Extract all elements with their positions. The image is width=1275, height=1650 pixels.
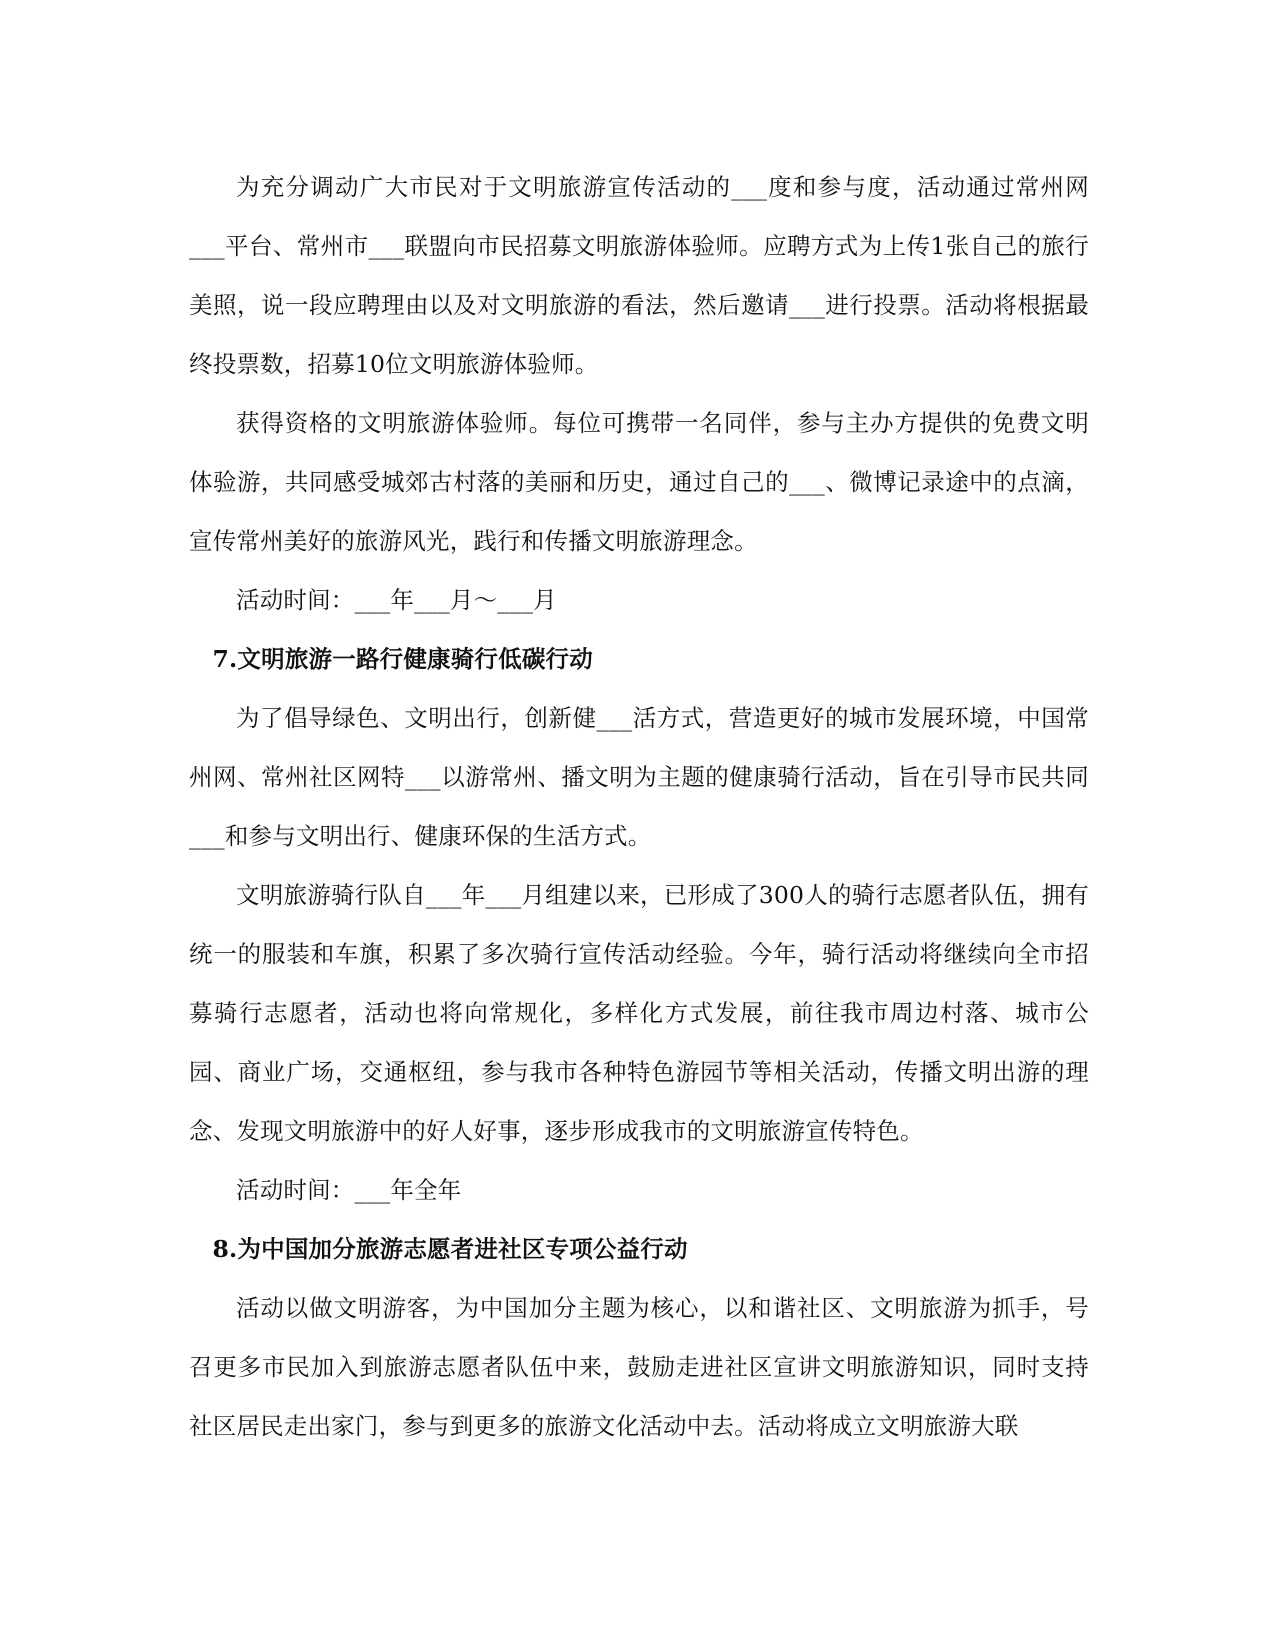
section-heading-8: 8.为中国加分旅游志愿者进社区专项公益行动 — [212, 1235, 688, 1263]
paragraph-cycling-team: 文明旅游骑行队自___年___月组建以来，已形成了300人的骑行志愿者队伍，拥有统一的服装和车旗，积累了多次骑行宣传活动经验。今年，骑行活动将继续向全市招募骑行志愿者，活动也将向常规化，多样化方式发展，前往我市周边村落、城市公园、商业广场，交通枢纽，参与我市各种特色游园节等相关活动，传播文明出游的理念、发现文明旅游中的好人好事，逐步形成我市的文明旅游宣传特色。 — [189, 881, 1089, 1145]
paragraph-volunteers-community: 活动以做文明游客，为中国加分主题为核心，以和谐社区、文明旅游为抓手，号召更多市民加入到旅游志愿者队伍中来，鼓励走进社区宣讲文明旅游知识，同时支持社区居民走出家门，参与到更多的旅游文化活动中去。活动将成立文明旅游大联 — [189, 1294, 1089, 1440]
document-body — [189, 158, 1089, 1456]
paragraph-qualified-guides: 获得资格的文明旅游体验师。每位可携带一名同伴，参与主办方提供的免费文明体验游，共同感受城郊古村落的美丽和历史，通过自己的___、微博记录途中的点滴，宣传常州美好的旅游风光，践行和传播文明旅游理念。 — [189, 409, 1089, 555]
activity-time-2: 活动时间：___年全年 — [236, 1176, 462, 1204]
paragraph-green-cycling: 为了倡导绿色、文明出行，创新健___活方式，营造更好的城市发展环境，中国常州网、常州社区网特___以游常州、播文明为主题的健康骑行活动，旨在引导市民共同___和参与文明出行、健康环保的生活方式。 — [189, 704, 1089, 850]
activity-time-1: 活动时间：___年___月～___月 — [236, 586, 557, 614]
section-heading-7: 7.文明旅游一路行健康骑行低碳行动 — [212, 645, 593, 673]
paragraph-recruit-experience-guides: 为充分调动广大市民对于文明旅游宣传活动的___度和参与度，活动通过常州网___平台、常州市___联盟向市民招募文明旅游体验师。应聘方式为上传1张自己的旅行美照，说一段应聘理由以及对文明旅游的看法，然后邀请___进行投票。活动将根据最终投票数，招募10位文明旅游体验师。 — [189, 173, 1089, 378]
